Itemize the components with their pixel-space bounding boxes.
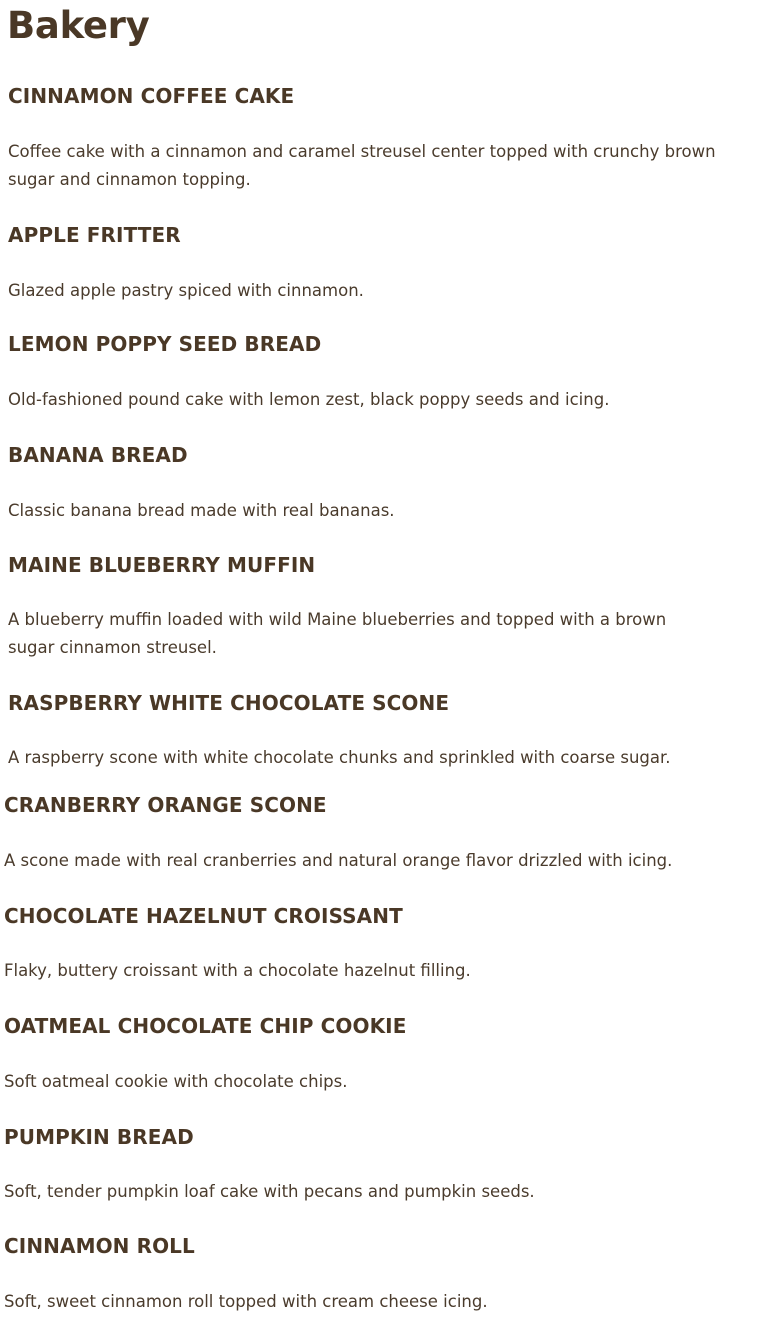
- item-name-banana-bread: BANANA BREAD: [8, 443, 188, 467]
- item-description-maine-blueberry-muffin: A blueberry muffin loaded with wild Maine blueberries and topped with a brown sugar cinnamon streusel.: [8, 610, 667, 657]
- item-name-chocolate-hazelnut-croissant: CHOCOLATE HAZELNUT CROISSANT: [4, 904, 403, 928]
- item-description-cranberry-orange-scone: A scone made with real cranberries and natural orange flavor drizzled with icing.: [4, 851, 673, 870]
- item-name-cinnamon-roll: CINNAMON ROLL: [4, 1234, 195, 1258]
- item-name-cranberry-orange-scone: CRANBERRY ORANGE SCONE: [4, 793, 327, 817]
- page-title: Bakery: [7, 4, 150, 47]
- item-description-lemon-poppy-seed-bread: Old-fashioned pound cake with lemon zest, black poppy seeds and icing.: [8, 390, 610, 409]
- item-name-maine-blueberry-muffin: MAINE BLUEBERRY MUFFIN: [8, 553, 316, 577]
- item-description-cinnamon-coffee-cake: Coffee cake with a cinnamon and caramel streusel center topped with crunchy brown sugar and cinnamon topping.: [8, 142, 716, 189]
- item-name-lemon-poppy-seed-bread: LEMON POPPY SEED BREAD: [8, 332, 322, 356]
- item-name-apple-fritter: APPLE FRITTER: [8, 223, 181, 247]
- item-description-raspberry-white-chocolate-scone: A raspberry scone with white chocolate chunks and sprinkled with coarse sugar.: [8, 748, 671, 767]
- item-description-banana-bread: Classic banana bread made with real bananas.: [8, 501, 395, 520]
- item-name-cinnamon-coffee-cake: CINNAMON COFFEE CAKE: [8, 84, 295, 108]
- item-description-chocolate-hazelnut-croissant: Flaky, buttery croissant with a chocolate hazelnut filling.: [4, 961, 471, 980]
- item-description-pumpkin-bread: Soft, tender pumpkin loaf cake with pecans and pumpkin seeds.: [4, 1182, 535, 1201]
- item-description-oatmeal-chocolate-chip-cookie: Soft oatmeal cookie with chocolate chips.: [4, 1072, 348, 1091]
- item-name-pumpkin-bread: PUMPKIN BREAD: [4, 1125, 194, 1149]
- item-name-raspberry-white-chocolate-scone: RASPBERRY WHITE CHOCOLATE SCONE: [8, 691, 450, 715]
- item-description-apple-fritter: Glazed apple pastry spiced with cinnamon.: [8, 281, 364, 300]
- item-name-oatmeal-chocolate-chip-cookie: OATMEAL CHOCOLATE CHIP COOKIE: [4, 1014, 407, 1038]
- item-description-cinnamon-roll: Soft, sweet cinnamon roll topped with cream cheese icing.: [4, 1292, 488, 1311]
